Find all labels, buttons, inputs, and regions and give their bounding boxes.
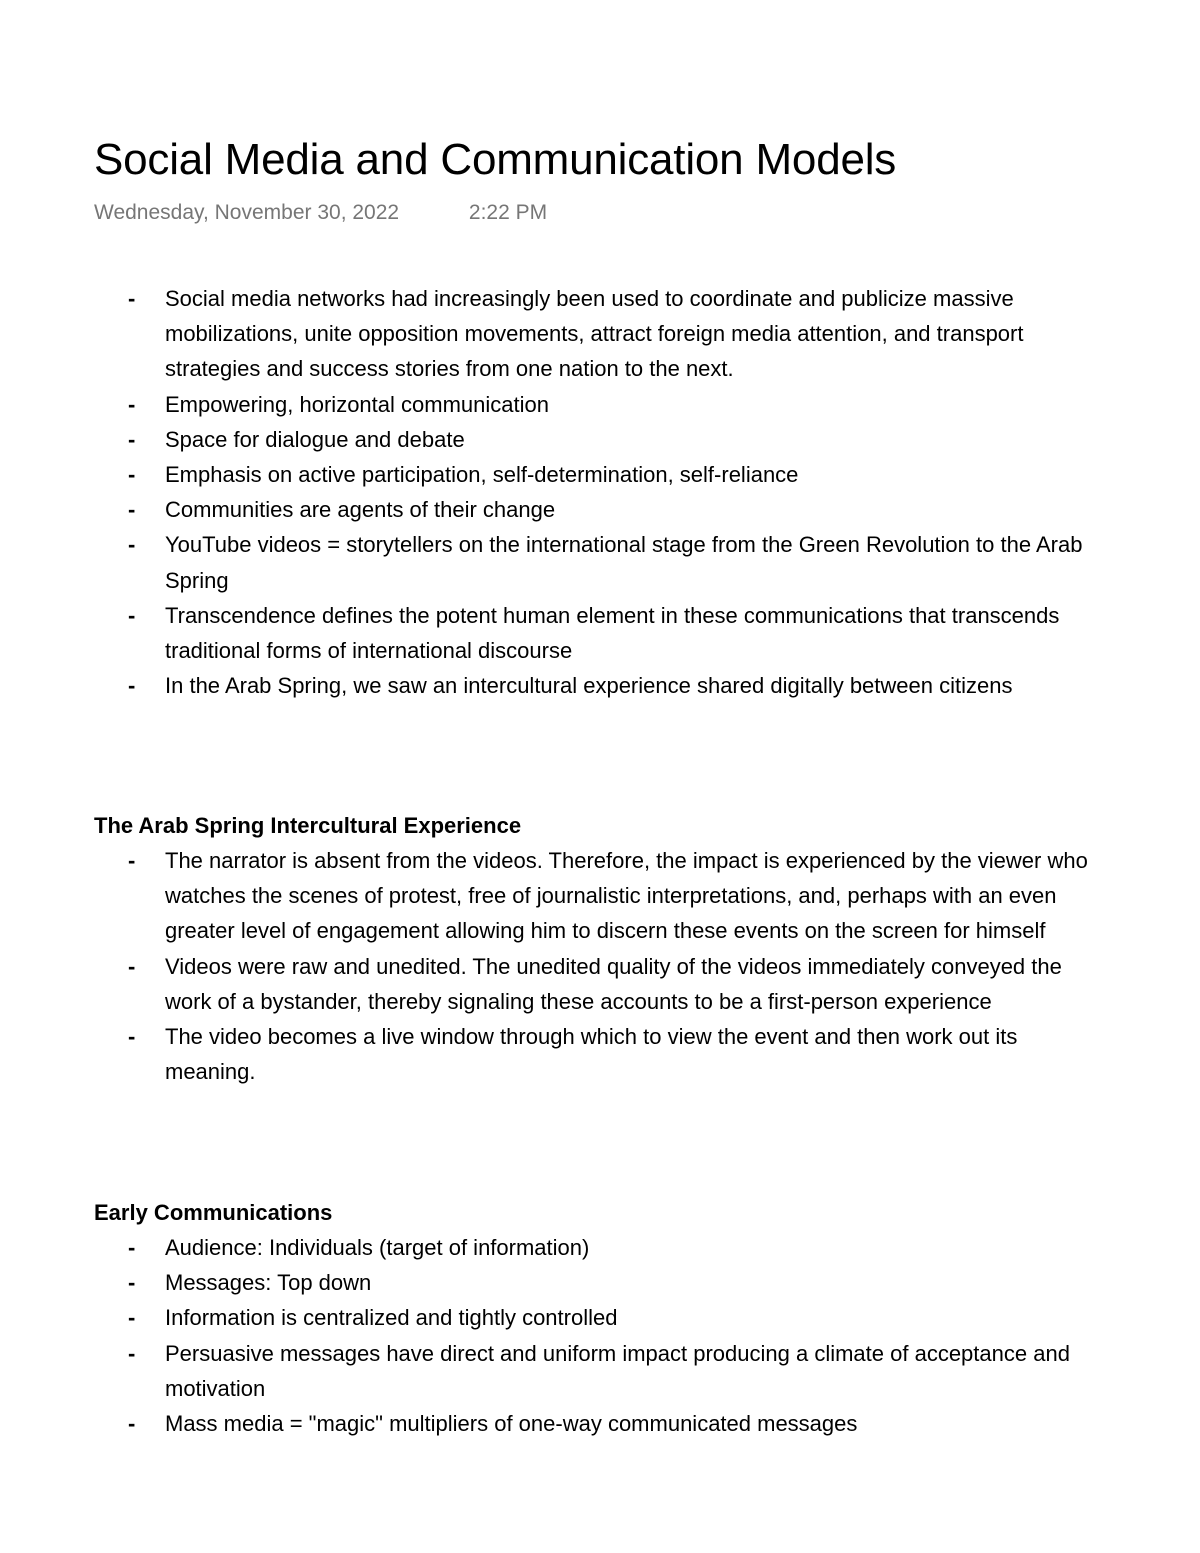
dash-bullet: - <box>128 953 136 979</box>
list-item <box>94 1019 1104 1089</box>
dash-bullet: - <box>128 1340 136 1366</box>
section-heading: Early Communications <box>94 1200 333 1225</box>
list-item-text: Mass media = "magic" multipliers of one-way communicated messages <box>165 1411 858 1437</box>
list-item-text: Videos were raw and unedited. The unedited quality of the videos immediately conveyed the work of a bystander, thereby signaling these accounts to be a first-person experience <box>165 953 1062 1014</box>
page-time: 2:22 PM <box>468 201 548 224</box>
section-early-communications <box>94 1195 1104 1441</box>
list-item-text: The narrator is absent from the videos. Therefore, the impact is experienced by the viewer who watches the scenes of protest, free of journalistic interpretations, and, perhaps with an even greater level of engagement allowing him to discern these events on the screen for himself <box>165 848 1088 944</box>
bullet-list-early-communications <box>94 1230 1104 1441</box>
dash-bullet: - <box>128 1411 136 1437</box>
list-item <box>94 387 1104 422</box>
list-item <box>94 527 1104 597</box>
list-item-text: Social media networks had increasingly been used to coordinate and publicize massive mobilizations, unite opposition movements, attract foreign media attention, and transport strategies and success stories from one nation to the next. <box>165 286 1024 382</box>
dash-bullet: - <box>128 1270 136 1296</box>
dash-bullet: - <box>128 1235 136 1260</box>
page-date: Wednesday, November 30, 2022 <box>94 201 400 224</box>
dash-bullet: - <box>128 1024 136 1050</box>
list-item <box>94 1336 1104 1406</box>
list-item <box>94 1230 1104 1265</box>
list-item-text: Empowering, horizontal communication <box>165 391 549 417</box>
list-item <box>94 281 1104 387</box>
list-item-text: Space for dialogue and debate <box>165 426 465 452</box>
list-item-text: Persuasive messages have direct and uniform impact producing a climate of acceptance and motivation <box>165 1340 1070 1401</box>
dash-bullet: - <box>128 426 136 452</box>
list-item-text: YouTube videos = storytellers on the international stage from the Green Revolution to the Arab Spring <box>165 532 1083 593</box>
list-item-text: Emphasis on active participation, self-determination, self-reliance <box>165 462 799 488</box>
list-item <box>94 598 1104 668</box>
list-item <box>94 668 1104 703</box>
dash-bullet: - <box>128 602 136 628</box>
page-meta <box>94 198 547 228</box>
bullet-list-arab-spring <box>94 843 1104 1089</box>
dash-bullet: - <box>128 848 136 873</box>
dash-bullet: - <box>128 1305 136 1331</box>
section-intro <box>94 281 1104 703</box>
section-heading: The Arab Spring Intercultural Experience <box>94 813 522 838</box>
dash-bullet: - <box>128 391 136 417</box>
list-item-text: In the Arab Spring, we saw an intercultural experience shared digitally between citizens <box>165 673 1013 699</box>
list-item-text: Communities are agents of their change <box>165 497 556 523</box>
list-item <box>94 1265 1104 1300</box>
list-item-text: Audience: Individuals (target of information) <box>165 1235 590 1260</box>
section-arab-spring <box>94 808 1104 1089</box>
list-item-text: The video becomes a live window through which to view the event and then work out its meaning. <box>165 1024 1018 1085</box>
list-item <box>94 843 1104 949</box>
list-item <box>94 1406 1104 1441</box>
list-item <box>94 422 1104 457</box>
dash-bullet: - <box>128 532 136 558</box>
dash-bullet: - <box>128 673 136 699</box>
list-item <box>94 492 1104 527</box>
dash-bullet: - <box>128 286 136 311</box>
bullet-list-intro <box>94 281 1104 703</box>
list-item <box>94 457 1104 492</box>
list-item <box>94 949 1104 1019</box>
list-item <box>94 1300 1104 1335</box>
list-item-text: Transcendence defines the potent human element in these communications that transcends traditional forms of international discourse <box>165 602 1060 664</box>
dash-bullet: - <box>128 462 136 488</box>
list-item-text: Information is centralized and tightly controlled <box>165 1305 618 1331</box>
list-item-text: Messages: Top down <box>165 1270 372 1296</box>
dash-bullet: - <box>128 497 136 523</box>
page-title: Social Media and Communication Models <box>94 135 897 184</box>
